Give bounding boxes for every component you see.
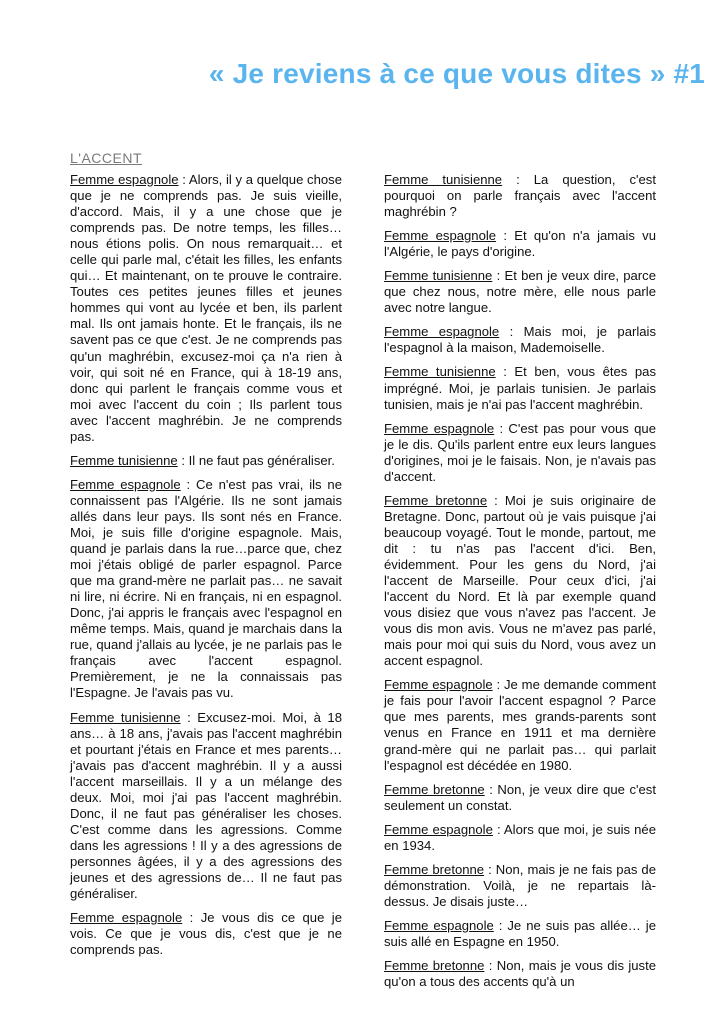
- speaker-name: Femme tunisienne: [70, 452, 178, 468]
- dialogue-paragraph: [384, 228, 656, 260]
- speaker-name: Femme espagnole: [384, 228, 497, 244]
- dialogue-paragraph: [384, 421, 656, 485]
- dialogue-paragraph: [384, 324, 656, 356]
- dialogue-paragraph: [384, 493, 656, 670]
- dialogue-text: : Moi je suis originaire de Bretagne. Donc, partout où je vais puisque j'ai beaucoup voyagé. Tout le monde, partout, me dit : tu n'as pas l'accent d'ici. Ben, évidemment. Pour les gens du Nord, j'ai l'accent de Marseille. Pour ceux d'ici, j'ai l'accent du Nord. Et là par exemple quand vous disiez que vous n'avez pas l'accent. Je vous dis mon avis. Vous ne m'avez pas parlé, mais pour moi qui suis du Nord, vous avez un accent espagnol.: [384, 492, 656, 669]
- dialogue-paragraph: [70, 172, 342, 445]
- dialogue-text: : Et ben, vous êtes pas imprégné. Moi, je parlais tunisien. Je parlais tunisien, mais je n'ai pas l'accent maghrébin.: [384, 364, 656, 412]
- dialogue-text: : La question, c'est pourquoi on parle français avec l'accent maghrébin ?: [384, 172, 656, 220]
- speaker-name: Femme espagnole: [70, 910, 183, 926]
- dialogue-text: : Ce n'est pas vrai, ils ne connaissent pas l'Algérie. Ils ne sont jamais allés dans leur pays. Ils sont nés en France. Moi, je suis fille d'origine espagnole. Mais, quand je parlais dans la rue…parce que, chez moi j'étais obligé de parler espagnol. Parce que ma grand-mère ne parlait pas… ne savait ni lire, ni écrire. Ni en français, ni en espagnol. Donc, j'ai appris le français avec l'espagnol en même temps. Mais, quand je marchais dans la rue, quand j'allais au lycée, je ne parlais pas le français avec l'accent espagnol. Premièrement, je ne la connaissais pas l'Espagne. Je l'avais pas vu.: [70, 476, 342, 701]
- dialogue-paragraph: [384, 918, 656, 950]
- speaker-name: Femme bretonne: [384, 958, 485, 974]
- speaker-name: Femme tunisienne: [70, 709, 181, 725]
- dialogue-paragraph: [384, 822, 656, 854]
- dialogue-text: : Il ne faut pas généraliser.: [177, 452, 335, 468]
- dialogue-paragraph: [70, 477, 342, 702]
- dialogue-text: : Je me demande comment je fais pour l'avoir l'accent espagnol ? Parce que mes parents, mes grands-parents sont venus en France en 1911 et ma dernière grand-mère qui ne parlait pas… qui parlait l'espagnol est décédée en 1980.: [384, 677, 656, 773]
- dialogue-paragraph: [384, 862, 656, 910]
- dialogue-text: : Non, mais je vous dis juste qu'on a tous des accents qu'à un: [384, 958, 656, 990]
- dialogue-paragraph: [384, 958, 656, 990]
- dialogue-text: : Non, je veux dire que c'est seulement un constat.: [384, 781, 656, 813]
- speaker-name: Femme bretonne: [384, 492, 488, 508]
- dialogue-text: : Et ben je veux dire, parce que chez nous, notre mère, elle nous parle avec notre langue.: [384, 268, 656, 316]
- left-column: [70, 172, 342, 966]
- dialogue-paragraph: [384, 782, 656, 814]
- dialogue-text: : Mais moi, je parlais l'espagnol à la maison, Mademoiselle.: [384, 324, 656, 356]
- dialogue-text: : Alors que moi, je suis née en 1934.: [384, 821, 656, 853]
- dialogue-paragraph: [384, 268, 656, 316]
- dialogue-text: : Et qu'on n'a jamais vu l'Algérie, le pays d'origine.: [384, 228, 656, 260]
- dialogue-text: : Non, mais je ne fais pas de démonstration. Voilà, je ne repartais là-dessus. Je disais juste…: [384, 861, 656, 909]
- speaker-name: Femme espagnole: [384, 821, 493, 837]
- speaker-name: Femme bretonne: [384, 781, 485, 797]
- dialogue-paragraph: [70, 910, 342, 958]
- page-title: « Je reviens à ce que vous dites » #1: [208, 58, 705, 89]
- speaker-name: Femme tunisienne: [384, 268, 493, 284]
- right-column: [384, 172, 656, 998]
- speaker-name: Femme espagnole: [70, 476, 181, 492]
- section-heading: L'ACCENT: [70, 150, 143, 166]
- speaker-name: Femme bretonne: [384, 861, 485, 877]
- dialogue-text: : Je ne suis pas allée… je suis allé en Espagne en 1950.: [384, 917, 657, 949]
- speaker-name: Femme espagnole: [384, 420, 495, 436]
- dialogue-text: : Je vous dis ce que je vois. Ce que je vous dis, c'est que je ne comprends pas.: [70, 910, 342, 958]
- speaker-name: Femme tunisienne: [384, 172, 503, 187]
- dialogue-paragraph: [70, 710, 342, 903]
- dialogue-paragraph: [70, 453, 342, 469]
- speaker-name: Femme tunisienne: [384, 364, 496, 380]
- dialogue-text: : Alors, il y a quelque chose que je ne comprends pas. Je suis vieille, d'accord. Mais, il y a une chose que je comprends pas. De notre temps, les filles… nous étions polis. On nous remarquait… et celle qui parle mal, c'était les filles, les enfants qui… Et maintenant, on te prouve le contraire. Toutes ces petites jeunes filles et jeunes hommes qui vont au lycée et ben, ils parlent mal. Ils ont jamais honte. Et le français, ils ne savent pas ce que c'est. Je ne comprends pas qu'un maghrébin, excusez-moi ça n'a rien à voir, qui soit né en France, qui à 18-19 ans, donc qui parlent le français comme vous et moi avec l'accent du coin ; Ils parlent tous avec l'accent maghrébin. Je ne comprends pas.: [70, 172, 342, 444]
- dialogue-text: : Excusez-moi. Moi, à 18 ans… à 18 ans, j'avais pas l'accent maghrébin et pourtant j'étais en France et mes parents… j'avais pas d'accent maghrébin. Il y a aussi l'accent marseillais. Il y a un mélange des deux. Moi, moi j'ai pas l'accent maghrébin. Donc, il ne faut pas généraliser les choses. C'est comme dans les agressions. Comme dans les agressions ! Il y a des agressions de personnes âgées, il y a des agressions des jeunes et des agressions de… Il ne faut pas généraliser.: [70, 709, 342, 902]
- speaker-name: Femme espagnole: [384, 677, 493, 693]
- speaker-name: Femme espagnole: [70, 172, 179, 187]
- speaker-name: Femme espagnole: [384, 917, 494, 933]
- dialogue-paragraph: [384, 172, 656, 220]
- dialogue-paragraph: [384, 677, 656, 773]
- speaker-name: Femme espagnole: [384, 324, 500, 340]
- dialogue-paragraph: [384, 364, 656, 412]
- dialogue-text: : C'est pas pour vous que je le dis. Qu'ils parlent entre eux leurs langues d'origines, moi je le faisais. Non, je n'avais pas d'accent.: [384, 420, 656, 484]
